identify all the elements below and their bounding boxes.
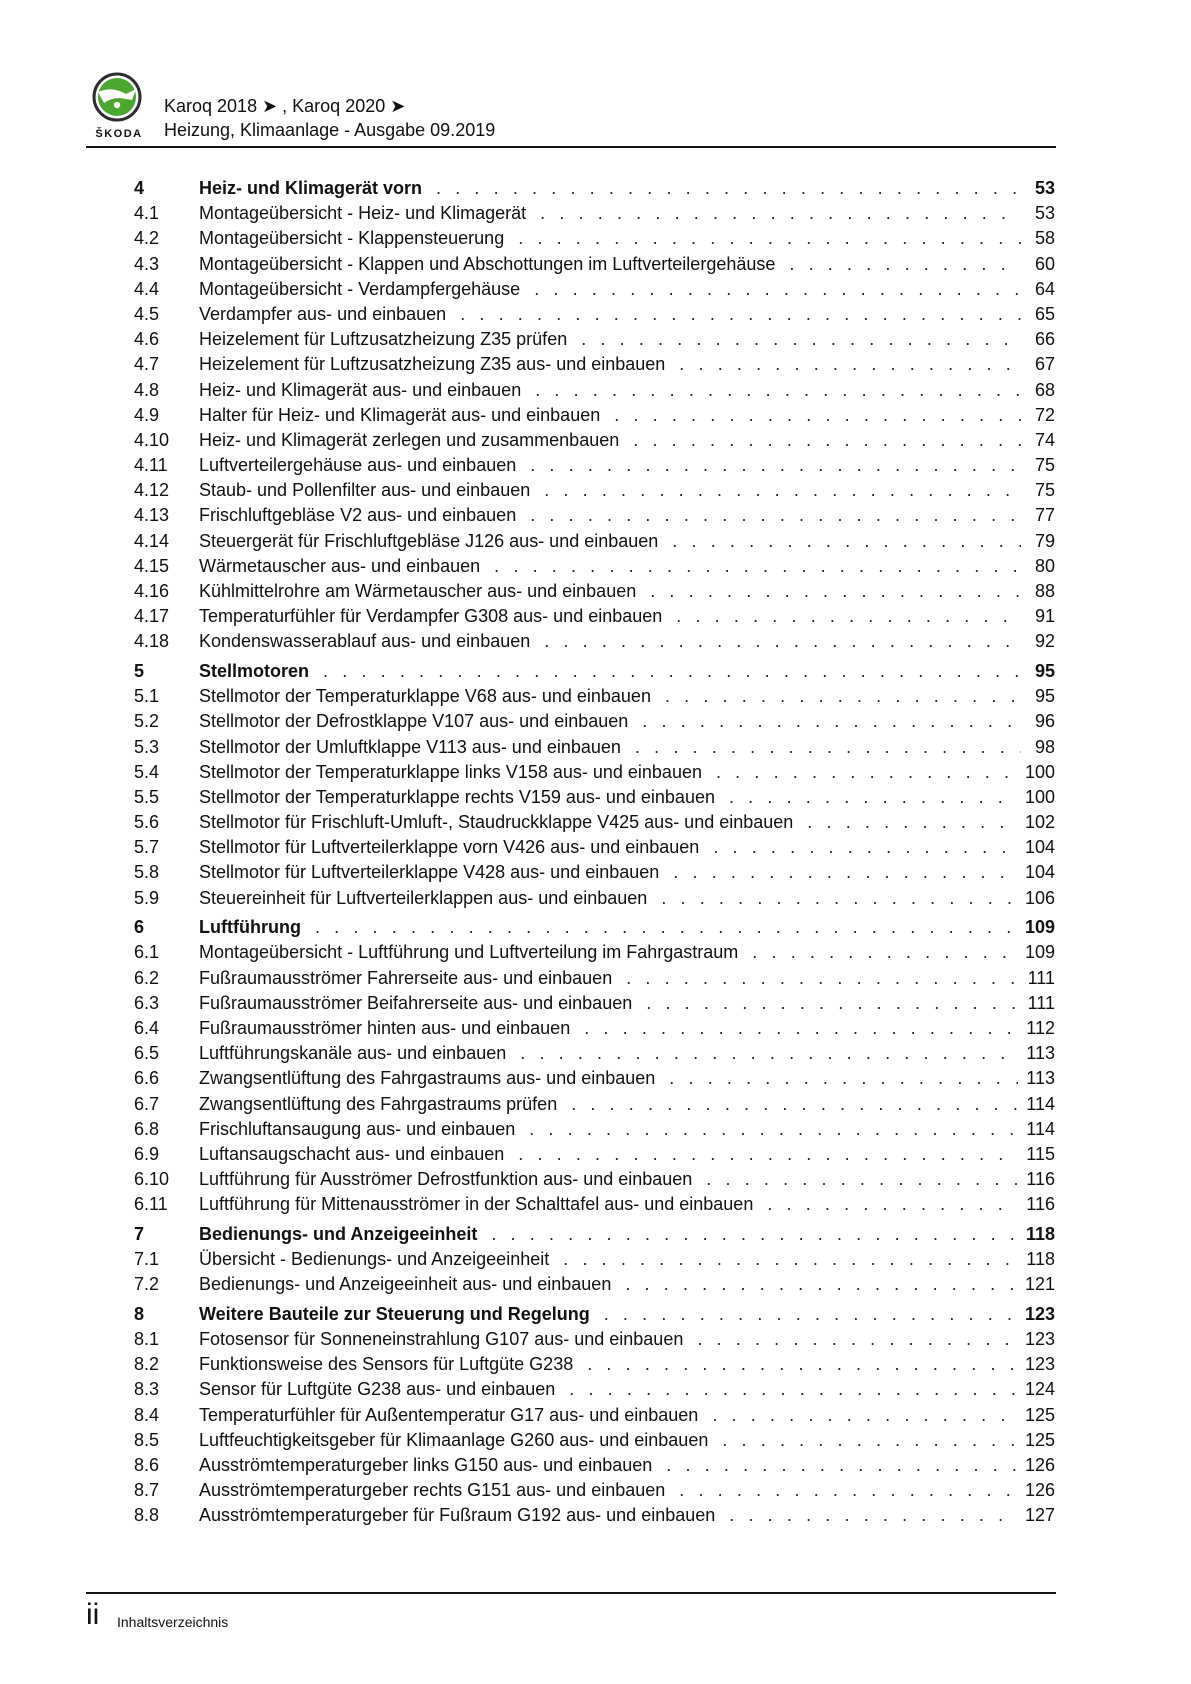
toc-entry[interactable]: [134, 378, 1055, 403]
toc-entry-number: 5.2: [134, 711, 160, 732]
toc-entry-page: 66: [1034, 329, 1055, 350]
dot-leader: [665, 684, 1021, 709]
toc-entry-title: Montageübersicht - Luftführung und Luftverteilung im Fahrgastraum: [199, 942, 739, 963]
toc-entry-number: 8.6: [134, 1454, 160, 1475]
toc-entry-page: 125: [1024, 1404, 1055, 1425]
toc-entry[interactable]: [134, 1041, 1055, 1066]
toc-entry-number: 6: [134, 917, 145, 938]
toc-entry[interactable]: [134, 277, 1055, 302]
toc-entry-title: Stellmotor der Temperaturklappe V68 aus- und einbauen: [199, 686, 651, 707]
toc-entry-page: 75: [1034, 480, 1055, 501]
toc-entry-page: 67: [1034, 354, 1055, 375]
toc-entry-page: 100: [1024, 786, 1055, 807]
toc-entry-page: 113: [1026, 1043, 1055, 1064]
table-of-contents: [134, 176, 1055, 1529]
dot-leader: [587, 1352, 1017, 1377]
toc-entry-number: 5.3: [134, 736, 160, 757]
toc-entry-title: Kondenswasserablauf aus- und einbauen: [199, 631, 531, 652]
toc-entry[interactable]: [134, 1016, 1055, 1041]
toc-entry-number: 8.2: [134, 1354, 160, 1375]
toc-entry-page: 102: [1024, 812, 1055, 833]
toc-entry-number: 4.11: [134, 455, 168, 476]
toc-entry-number: 4.16: [134, 581, 170, 601]
toc-entry-page: 126: [1024, 1480, 1055, 1501]
dot-leader: [713, 835, 1017, 860]
dot-leader: [697, 1327, 1017, 1352]
toc-entry-page: 74: [1034, 429, 1055, 450]
toc-entry[interactable]: [134, 1066, 1055, 1091]
toc-entry-page: 79: [1034, 530, 1055, 551]
toc-entry-title: Montageübersicht - Klappensteuerung: [199, 228, 505, 249]
toc-entry-number: 6.11: [134, 1194, 168, 1215]
toc-entry-title: Übersicht - Bedienungs- und Anzeigeeinheit: [199, 1249, 550, 1270]
toc-entry-page: 123: [1024, 1303, 1055, 1324]
toc-entry[interactable]: [134, 554, 1055, 579]
toc-chapter-entry[interactable]: [134, 915, 1055, 940]
dot-leader: [676, 604, 1021, 629]
toc-entry-title: Steuereinheit für Luftverteilerklappen aus- und einbauen: [199, 887, 648, 908]
toc-entry[interactable]: [134, 453, 1055, 478]
dot-leader: [529, 1117, 1018, 1142]
toc-entry-page: 104: [1024, 862, 1055, 883]
dot-leader: [706, 1167, 1018, 1192]
toc-entry[interactable]: [134, 352, 1055, 377]
toc-entry[interactable]: [134, 1377, 1055, 1402]
toc-entry-title: Verdampfer aus- und einbauen: [199, 303, 447, 324]
toc-entry[interactable]: [134, 1503, 1055, 1528]
toc-entry[interactable]: [134, 1092, 1055, 1117]
toc-entry-number: 7.2: [134, 1274, 160, 1295]
toc-entry-number: 4: [134, 178, 145, 198]
toc-entry-page: 109: [1024, 942, 1055, 963]
toc-entry-title: Luftverteilergehäuse aus- und einbauen: [199, 455, 517, 476]
toc-entry-number: 5.4: [134, 761, 160, 782]
toc-entry[interactable]: [134, 835, 1055, 860]
toc-entry-number: 4.2: [134, 228, 160, 249]
dot-leader: [614, 403, 1021, 428]
toc-entry-title: Bedienungs- und Anzeigeeinheit aus- und einbauen: [199, 1274, 612, 1295]
toc-entry-number: 4.6: [134, 329, 160, 350]
dot-leader: [729, 1503, 1017, 1528]
toc-entry[interactable]: [134, 604, 1055, 629]
toc-entry-number: 4.4: [134, 278, 160, 299]
toc-entry[interactable]: [134, 1478, 1055, 1503]
toc-entry-page: 116: [1026, 1169, 1055, 1190]
toc-entry-title: Frischluftgebläse V2 aus- und einbauen: [199, 505, 517, 526]
toc-entry-number: 5.6: [134, 812, 160, 833]
toc-entry-title: Ausströmtemperaturgeber für Fußraum G192 aus- und einbauen: [199, 1505, 716, 1526]
dot-leader: [563, 1247, 1018, 1272]
dot-leader: [571, 1092, 1018, 1117]
toc-entry-title: Heiz- und Klimagerät zerlegen und zusammenbauen: [199, 429, 620, 450]
dot-leader: [530, 503, 1021, 528]
toc-entry-title: Montageübersicht - Verdampfergehäuse: [199, 278, 521, 299]
toc-entry[interactable]: [134, 860, 1055, 885]
toc-entry[interactable]: [134, 785, 1055, 810]
toc-entry-number: 6.7: [134, 1093, 160, 1114]
dot-leader: [518, 1142, 1018, 1167]
toc-entry[interactable]: [134, 1272, 1055, 1297]
dot-leader: [672, 529, 1021, 554]
toc-entry-title: Luftansaugschacht aus- und einbauen: [199, 1143, 505, 1164]
toc-entry[interactable]: [134, 226, 1055, 251]
toc-entry[interactable]: [134, 629, 1055, 654]
dot-leader: [569, 1377, 1017, 1402]
dot-leader: [460, 302, 1021, 327]
toc-entry[interactable]: [134, 1453, 1055, 1478]
toc-entry-number: 5: [134, 660, 145, 681]
toc-entry-number: 4.8: [134, 379, 160, 400]
page-footer: [86, 1592, 1056, 1634]
toc-entry-number: 8.3: [134, 1379, 160, 1400]
toc-entry-title: Funktionsweise des Sensors für Luftgüte G238: [199, 1354, 574, 1375]
toc-entry[interactable]: [134, 503, 1055, 528]
toc-entry-page: 111: [1027, 967, 1055, 988]
toc-entry-number: 5.9: [134, 887, 160, 908]
dot-leader: [722, 1428, 1017, 1453]
toc-entry-title: Heizelement für Luftzusatzheizung Z35 aus- und einbauen: [199, 354, 666, 375]
toc-entry-title: Stellmotor für Frischluft-Umluft-, Staudruckklappe V425 aus- und einbauen: [199, 812, 794, 833]
toc-entry-page: 125: [1024, 1429, 1055, 1450]
dot-leader: [626, 966, 1019, 991]
toc-entry-number: 6.9: [134, 1143, 160, 1164]
toc-entry[interactable]: [134, 1117, 1055, 1142]
toc-entry-number: 7.1: [134, 1249, 160, 1270]
toc-entry[interactable]: [134, 1142, 1055, 1167]
toc-entry-number: 8.8: [134, 1505, 160, 1526]
toc-entry-page: 80: [1034, 555, 1055, 576]
toc-entry-title: Stellmotor der Temperaturklappe rechts V159 aus- und einbauen: [199, 786, 715, 807]
toc-entry-number: 6.8: [134, 1118, 160, 1139]
footer-label: Inhaltsverzeichnis: [117, 1614, 229, 1630]
toc-entry-title: Kühlmittelrohre am Wärmetauscher aus- und einbauen: [199, 581, 637, 601]
toc-entry[interactable]: [134, 252, 1055, 277]
toc-entry-title: Montageübersicht - Heiz- und Klimagerät: [199, 203, 527, 224]
toc-entry[interactable]: [134, 966, 1055, 991]
toc-entry-number: 8.1: [134, 1329, 160, 1349]
dot-leader: [807, 810, 1017, 835]
dot-leader: [673, 860, 1017, 885]
toc-entry-title: Bedienungs- und Anzeigeeinheit: [199, 1223, 478, 1244]
toc-entry-page: 95: [1034, 686, 1055, 707]
toc-entry-number: 4.10: [134, 429, 170, 450]
toc-chapter-entry[interactable]: [134, 176, 1055, 201]
toc-entry-title: Fußraumausströmer Fahrerseite aus- und einbauen: [199, 967, 613, 988]
toc-entry-number: 5.8: [134, 862, 160, 883]
toc-entry-title: Stellmotor der Defrostklappe V107 aus- und einbauen: [199, 711, 629, 732]
toc-entry-title: Temperaturfühler für Außentemperatur G17 aus- und einbauen: [199, 1404, 699, 1425]
toc-entry-number: 6.2: [134, 967, 160, 988]
toc-entry-page: 123: [1024, 1329, 1055, 1349]
toc-entry-number: 8.7: [134, 1480, 160, 1501]
toc-entry-number: 8: [134, 1303, 145, 1324]
toc-entry[interactable]: [134, 760, 1055, 785]
toc-entry[interactable]: [134, 1327, 1055, 1352]
toc-entry[interactable]: [134, 1403, 1055, 1428]
toc-entry-page: 116: [1026, 1194, 1055, 1215]
dot-leader: [767, 1192, 1018, 1217]
toc-entry-title: Stellmotor für Luftverteilerklappe vorn V426 aus- und einbauen: [199, 837, 700, 858]
toc-entry-number: 4.13: [134, 505, 170, 526]
dot-leader: [581, 327, 1021, 352]
toc-entry[interactable]: [134, 1352, 1055, 1377]
toc-entry-number: 4.15: [134, 555, 170, 576]
toc-entry-title: Stellmotoren: [199, 660, 310, 681]
dot-leader: [635, 735, 1021, 760]
toc-entry[interactable]: [134, 1167, 1055, 1192]
toc-entry-page: 60: [1034, 253, 1055, 274]
toc-entry-page: 92: [1034, 631, 1055, 652]
toc-entry-title: Stellmotor für Luftverteilerklappe V428 aus- und einbauen: [199, 862, 660, 883]
toc-entry-page: 65: [1034, 303, 1055, 324]
toc-entry-title: Zwangsentlüftung des Fahrgastraums prüfen: [199, 1093, 558, 1114]
toc-entry[interactable]: [134, 991, 1055, 1016]
dot-leader: [520, 1041, 1018, 1066]
toc-entry-page: 114: [1026, 1118, 1055, 1139]
dot-leader: [604, 1302, 1017, 1327]
toc-entry-number: 6.10: [134, 1169, 170, 1190]
toc-entry-title: Fotosensor für Sonneneinstrahlung G107 aus- und einbauen: [199, 1329, 684, 1349]
dot-leader: [518, 226, 1021, 251]
toc-entry-number: 8.5: [134, 1429, 160, 1450]
toc-entry-page: 98: [1034, 736, 1055, 757]
dot-leader: [633, 428, 1021, 453]
toc-entry[interactable]: [134, 735, 1055, 760]
toc-entry-number: 6.6: [134, 1068, 160, 1089]
dot-leader: [494, 554, 1021, 579]
toc-chapter-entry[interactable]: [134, 659, 1055, 684]
toc-entry-title: Ausströmtemperaturgeber links G150 aus- und einbauen: [199, 1454, 653, 1475]
toc-entry-page: 68: [1034, 379, 1055, 400]
dot-leader: [625, 1272, 1017, 1297]
toc-entry-page: 88: [1034, 581, 1055, 601]
dot-leader: [540, 201, 1021, 226]
toc-entry-title: Luftführungskanäle aus- und einbauen: [199, 1043, 507, 1064]
toc-entry-number: 4.18: [134, 631, 170, 652]
toc-entry-number: 5.5: [134, 786, 160, 807]
toc-entry-page: 111: [1027, 992, 1055, 1013]
toc-entry-page: 118: [1025, 1223, 1055, 1244]
toc-entry-title: Halter für Heiz- und Klimagerät aus- und einbauen: [199, 404, 601, 425]
toc-entry-number: 5.7: [134, 837, 160, 858]
dot-leader: [544, 629, 1021, 654]
page-header: [86, 72, 1056, 148]
toc-entry-page: 124: [1024, 1379, 1055, 1400]
toc-entry-page: 121: [1024, 1274, 1055, 1295]
toc-entry-title: Steuergerät für Frischluftgebläse J126 aus- und einbauen: [199, 530, 659, 551]
toc-entry-number: 4.3: [134, 253, 160, 274]
toc-entry-title: Zwangsentlüftung des Fahrgastraums aus- und einbauen: [199, 1068, 656, 1089]
toc-entry[interactable]: [134, 940, 1055, 965]
toc-entry-number: 4.9: [134, 404, 160, 425]
toc-entry-page: 72: [1034, 404, 1055, 425]
toc-entry-title: Wärmetauscher aus- und einbauen: [199, 555, 481, 576]
toc-entry[interactable]: [134, 327, 1055, 352]
toc-entry-page: 58: [1034, 228, 1055, 249]
toc-entry-number: 4.12: [134, 480, 170, 501]
toc-entry-page: 106: [1024, 887, 1055, 908]
dot-leader: [789, 252, 1021, 277]
toc-entry-page: 104: [1024, 837, 1055, 858]
toc-entry-title: Heizelement für Luftzusatzheizung Z35 prüfen: [199, 329, 568, 350]
dot-leader: [650, 579, 1021, 604]
toc-entry-number: 7: [134, 1223, 145, 1244]
toc-entry-title: Luftführung: [199, 917, 301, 938]
toc-entry-number: 4.14: [134, 530, 170, 551]
toc-entry-page: 96: [1034, 711, 1055, 732]
toc-entry[interactable]: [134, 1428, 1055, 1453]
toc-entry-page: 112: [1026, 1017, 1055, 1038]
toc-entry-title: Luftführung für Mittenausströmer in der Schalttafel aus- und einbauen: [199, 1194, 754, 1215]
toc-entry-title: Staub- und Pollenfilter aus- und einbauen: [199, 480, 531, 501]
toc-entry-number: 6.4: [134, 1017, 160, 1038]
toc-entry-title: Fußraumausströmer Beifahrerseite aus- und einbauen: [199, 992, 633, 1013]
toc-entry-page: 113: [1026, 1068, 1055, 1089]
toc-entry-number: 6.3: [134, 992, 160, 1013]
toc-entry-page: 64: [1034, 278, 1055, 299]
dot-leader: [712, 1403, 1017, 1428]
toc-entry[interactable]: [134, 709, 1055, 734]
toc-entry-title: Luftfeuchtigkeitsgeber für Klimaanlage G260 aus- und einbauen: [199, 1429, 709, 1450]
toc-entry-page: 91: [1034, 606, 1055, 627]
toc-entry[interactable]: [134, 529, 1055, 554]
toc-entry[interactable]: [134, 1247, 1055, 1272]
toc-entry-title: Montageübersicht - Klappen und Abschottungen im Luftverteilergehäuse: [199, 253, 776, 274]
toc-entry-number: 4.5: [134, 303, 160, 324]
toc-entry-page: 100: [1024, 761, 1055, 782]
toc-entry-title: Luftführung für Ausströmer Defrostfunktion aus- und einbauen: [199, 1169, 693, 1190]
dot-leader: [530, 453, 1021, 478]
toc-entry-page: 114: [1026, 1093, 1055, 1114]
toc-entry[interactable]: [134, 579, 1055, 604]
dot-leader: [679, 1478, 1017, 1503]
dot-leader: [679, 352, 1021, 377]
toc-entry[interactable]: [134, 403, 1055, 428]
toc-entry-title: Stellmotor der Umluftklappe V113 aus- und einbauen: [199, 736, 621, 757]
toc-entry-title: Ausströmtemperaturgeber rechts G151 aus- und einbauen: [199, 1480, 666, 1501]
toc-entry-page: 127: [1024, 1505, 1055, 1526]
toc-entry-page: 53: [1034, 178, 1055, 198]
toc-entry-title: Sensor für Luftgüte G238 aus- und einbauen: [199, 1379, 556, 1400]
brand-name: ŠKODA: [95, 128, 143, 140]
dot-leader: [752, 940, 1017, 965]
toc-entry-title: Stellmotor der Temperaturklappe links V158 aus- und einbauen: [199, 761, 702, 782]
toc-entry-title: Heiz- und Klimagerät vorn: [199, 178, 423, 198]
toc-entry-number: 6.1: [134, 942, 160, 963]
toc-entry-page: 95: [1034, 660, 1055, 681]
toc-entry-number: 4.17: [134, 606, 170, 627]
toc-entry-page: 53: [1034, 203, 1055, 224]
toc-entry-page: 126: [1024, 1454, 1055, 1475]
toc-entry[interactable]: [134, 201, 1055, 226]
dot-leader: [729, 785, 1017, 810]
dot-leader: [535, 378, 1021, 403]
toc-entry-page: 123: [1024, 1354, 1055, 1375]
toc-entry-page: 109: [1024, 917, 1055, 938]
dot-leader: [661, 886, 1017, 911]
toc-entry[interactable]: [134, 684, 1055, 709]
toc-entry-number: 4.1: [134, 203, 160, 224]
dot-leader: [315, 915, 1017, 940]
dot-leader: [491, 1222, 1018, 1247]
toc-entry-page: 118: [1026, 1249, 1055, 1270]
toc-entry[interactable]: [134, 478, 1055, 503]
dot-leader: [669, 1066, 1018, 1091]
toc-entry-title: Weitere Bauteile zur Steuerung und Regelung: [199, 1303, 590, 1324]
toc-entry-title: Temperaturfühler für Verdampfer G308 aus- und einbauen: [199, 606, 663, 627]
header-subject-line: Heizung, Klimaanlage - Ausgabe 09.2019: [164, 120, 496, 140]
toc-entry[interactable]: [134, 886, 1055, 911]
toc-entry-page: 115: [1026, 1143, 1055, 1164]
dot-leader: [642, 709, 1021, 734]
toc-chapter-entry[interactable]: [134, 1222, 1055, 1247]
header-model-line: Karoq 2018 ➤ , Karoq 2020 ➤: [164, 96, 406, 116]
toc-entry-number: 6.5: [134, 1043, 160, 1064]
toc-entry-number: 8.4: [134, 1404, 160, 1425]
toc-entry-title: Frischluftansaugung aus- und einbauen: [199, 1118, 516, 1139]
dot-leader: [436, 176, 1021, 201]
toc-entry[interactable]: [134, 302, 1055, 327]
page-number: ii: [86, 1598, 100, 1631]
toc-entry[interactable]: [134, 428, 1055, 453]
toc-entry-title: Heiz- und Klimagerät aus- und einbauen: [199, 379, 522, 400]
toc-entry-number: 5.1: [134, 686, 160, 707]
dot-leader: [584, 1016, 1018, 1041]
toc-chapter-entry[interactable]: [134, 1302, 1055, 1327]
dot-leader: [666, 1453, 1017, 1478]
toc-entry-title: Fußraumausströmer hinten aus- und einbauen: [199, 1017, 571, 1038]
toc-entry[interactable]: [134, 810, 1055, 835]
dot-leader: [534, 277, 1021, 302]
dot-leader: [716, 760, 1017, 785]
dot-leader: [646, 991, 1019, 1016]
toc-entry-page: 75: [1034, 455, 1055, 476]
dot-leader: [544, 478, 1021, 503]
dot-leader: [323, 659, 1021, 684]
toc-entry-page: 77: [1034, 505, 1055, 526]
toc-entry-number: 4.7: [134, 354, 160, 375]
toc-entry[interactable]: [134, 1192, 1055, 1217]
